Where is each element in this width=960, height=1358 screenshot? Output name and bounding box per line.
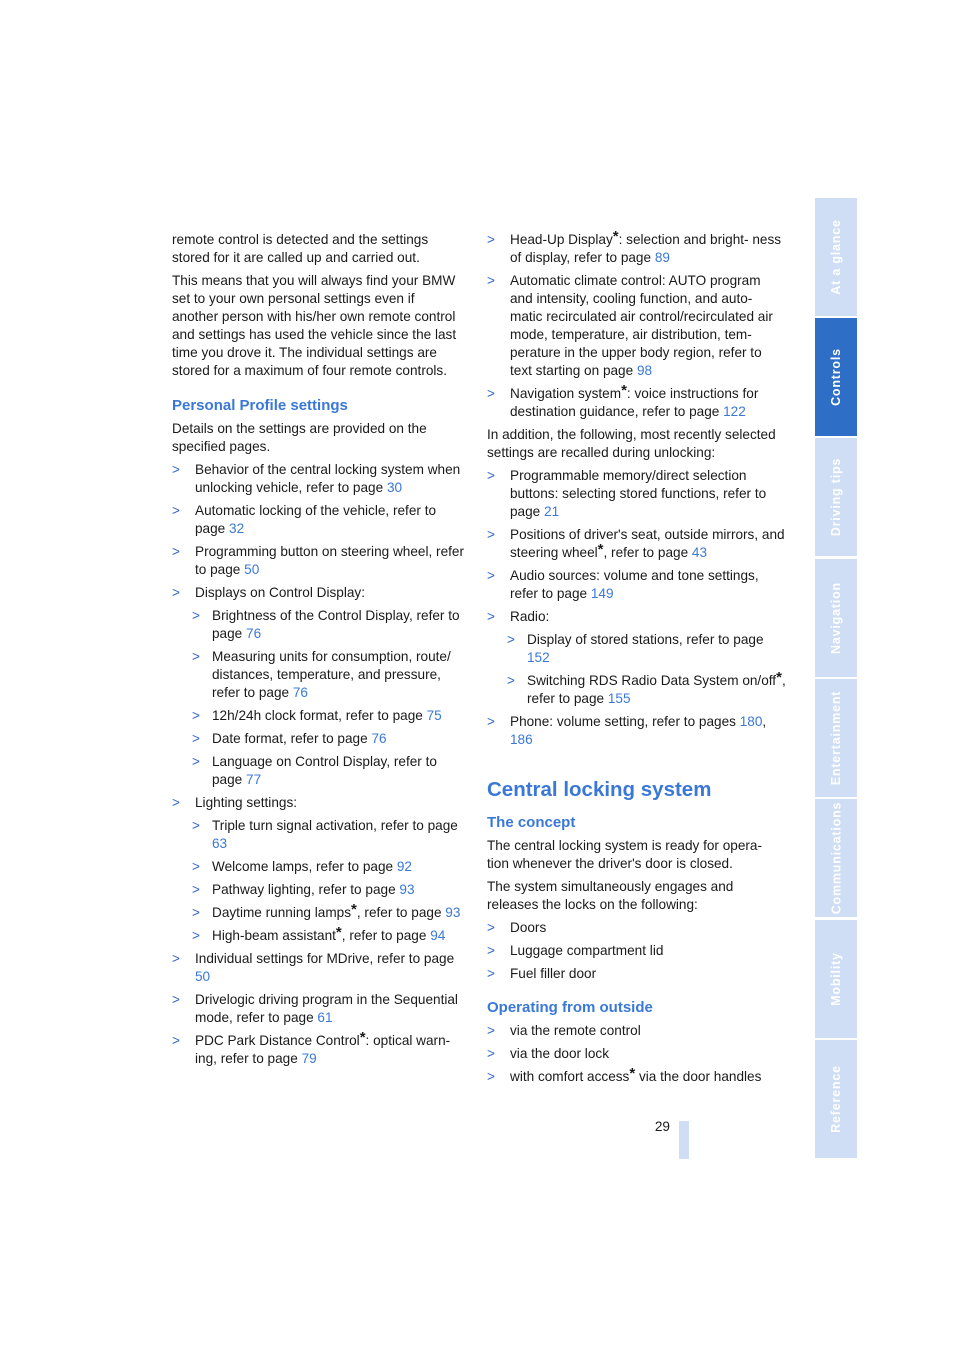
list-item [487, 567, 787, 603]
sub-list-item [192, 707, 464, 725]
tab-label: Driving tips [829, 457, 844, 537]
page-marker-bar [679, 1121, 689, 1159]
bullet-icon: > [172, 1033, 180, 1048]
paragraph: In addition, the following, most recently selected settings are recalled during unlocking: [487, 427, 776, 460]
list-item [172, 1029, 464, 1068]
page-link[interactable]: 94 [430, 928, 446, 943]
list-item-text: Pathway lighting, refer to page [212, 882, 400, 897]
list-item-text: High-beam assistant [212, 928, 336, 943]
page-link[interactable]: 30 [386, 480, 403, 495]
tab-navigation[interactable] [815, 559, 857, 677]
page-link[interactable]: 122 [723, 404, 746, 419]
list-item-text: : selection and bright- ness of display, refer to page [510, 232, 782, 265]
bullet-icon: > [192, 928, 200, 943]
bullet-icon: > [487, 273, 495, 288]
option-star-icon: * [629, 1065, 636, 1082]
list-item-text: Fuel filler door [510, 966, 597, 981]
list-item-text: via the remote control [510, 1023, 641, 1038]
tab-label: Controls [829, 348, 844, 406]
list-item [487, 713, 787, 749]
sub-list-item [507, 631, 787, 667]
list-item-text: via the door lock [510, 1046, 609, 1061]
page-link[interactable]: 180 [739, 714, 763, 729]
section-tabs [815, 198, 857, 1160]
page-link[interactable]: 98 [636, 363, 653, 378]
page-link[interactable]: 77 [246, 772, 262, 787]
sub-list-item [192, 901, 464, 922]
bullet-icon: > [192, 882, 200, 897]
list-item-text: Switching RDS Radio Data System on/off [527, 673, 777, 688]
list-item [487, 228, 787, 267]
option-star-icon: * [351, 901, 357, 918]
list-item [487, 1022, 787, 1040]
tab-label: Mobility [829, 952, 843, 1006]
list-item-text: Language on Control Display, refer to page [212, 754, 437, 787]
bullet-icon: > [487, 1069, 495, 1084]
bullet-icon: > [192, 818, 200, 833]
page-link[interactable]: 93 [399, 882, 415, 897]
list-item-text: via the door handles [635, 1069, 762, 1084]
tab-label: Reference [829, 1065, 843, 1133]
paragraph: The system simultaneously engages and releases the locks on the following: [487, 879, 734, 912]
list-item-text: , refer to page [527, 673, 786, 706]
list-item [487, 526, 787, 562]
bullet-icon: > [487, 1046, 495, 1061]
list-item-text: , refer to page [341, 928, 431, 943]
list-item-text: Radio: [510, 609, 550, 624]
page-link[interactable]: 75 [426, 708, 442, 723]
list-item-text: Head-Up Display [510, 232, 613, 247]
sub-list [172, 607, 464, 789]
bullet-icon: > [172, 951, 180, 966]
page-link[interactable]: 186 [510, 732, 533, 747]
bullet-icon: > [487, 527, 495, 542]
bullet-icon: > [192, 708, 200, 723]
bullet-icon: > [487, 468, 495, 483]
tab-controls[interactable] [815, 318, 857, 436]
section-heading: Operating from outside [487, 999, 653, 1016]
page-link[interactable]: 43 [691, 545, 708, 560]
list-item [172, 991, 464, 1027]
list-item-text: Audio sources: volume and tone settings, refer to page [510, 568, 759, 601]
list-item [487, 382, 787, 421]
bullet-icon: > [487, 966, 495, 981]
list-item [172, 461, 464, 497]
paragraph: remote control is detected and the settings stored for it are called up and carried out. [172, 232, 429, 265]
section-heading: The concept [487, 814, 576, 831]
separator: , [762, 714, 767, 729]
bullet-icon: > [487, 1023, 495, 1038]
tab-label: Navigation [829, 582, 843, 654]
list-item-text: , refer to page [356, 905, 446, 920]
sub-list-item [507, 669, 787, 708]
list-item [487, 467, 787, 521]
list-item-text: Daytime running lamps [212, 905, 352, 920]
bullet-icon: > [172, 585, 180, 600]
bullet-icon: > [172, 992, 180, 1007]
list-item-text: Drivelogic driving program in the Sequential mode, refer to page [195, 992, 458, 1025]
page-link[interactable]: 89 [654, 250, 670, 265]
option-star-icon: * [335, 924, 342, 941]
list-item [172, 543, 464, 579]
option-star-icon: * [621, 382, 627, 399]
tab-mobility[interactable] [815, 920, 857, 1038]
paragraph: This means that you will always find your BMW set to your own personal settings even if another person with his/her own remote control and settings has used the vehicle since the last time you drove it. The individual settings are stored for a maximum of four remote controls. [172, 273, 457, 378]
sub-list [487, 631, 787, 708]
tab-driving-tips[interactable] [815, 438, 857, 556]
page-link[interactable]: 93 [445, 905, 461, 920]
sub-list-item [192, 858, 464, 876]
tab-reference[interactable] [815, 1040, 857, 1158]
bullet-icon: > [172, 544, 180, 559]
bullet-icon: > [192, 608, 200, 623]
sub-list-item [192, 881, 464, 899]
bullet-icon: > [172, 503, 180, 518]
page-link[interactable]: 79 [301, 1051, 317, 1066]
bullet-icon: > [487, 920, 495, 935]
page-link[interactable]: 21 [544, 504, 560, 519]
bullet-icon: > [487, 609, 495, 624]
list-item-text: with comfort access [510, 1069, 630, 1084]
list-item-text: Individual settings for MDrive, refer to page [195, 951, 455, 966]
list-item-text: Lighting settings: [195, 795, 298, 810]
list-item-text: 12h/24h clock format, refer to page [212, 708, 427, 723]
list-item [487, 272, 787, 380]
page-link[interactable]: 50 [195, 969, 211, 984]
list-item-text: Behavior of the central locking system when unlocking vehicle, refer to page [195, 462, 461, 495]
page-link[interactable]: 50 [244, 562, 260, 577]
page-link[interactable]: 149 [590, 586, 614, 601]
page-link[interactable]: 63 [212, 836, 228, 851]
bullet-icon: > [487, 943, 495, 958]
sub-list-item [192, 730, 464, 748]
sub-list-item [192, 817, 464, 853]
page-link[interactable]: 61 [317, 1010, 333, 1025]
page-link[interactable]: 76 [292, 685, 308, 700]
list-item [487, 1045, 787, 1063]
section-heading: Personal Profile settings [172, 397, 348, 414]
bullet-icon: > [487, 568, 495, 583]
list-item [172, 950, 464, 986]
option-star-icon: * [359, 1029, 366, 1046]
list-item [172, 584, 464, 789]
option-star-icon: * [776, 669, 782, 686]
list-item [487, 942, 787, 960]
list-item-text: Automatic locking of the vehicle, refer to page [195, 503, 437, 536]
page-link[interactable]: 92 [396, 859, 412, 874]
bullet-icon: > [172, 795, 180, 810]
sub-list-item [192, 753, 464, 789]
list-item [487, 608, 787, 708]
bullet-icon: > [172, 462, 180, 477]
tab-label: Entertainment [829, 690, 844, 786]
list-item-text: , refer to page [603, 545, 692, 560]
list-item-text: Brightness of the Control Display, refer to page [212, 608, 460, 641]
sub-list-item [192, 607, 464, 643]
list-item [487, 965, 787, 983]
option-star-icon: * [597, 541, 604, 558]
tab-entertainment[interactable] [815, 679, 857, 797]
page-link[interactable]: 32 [229, 521, 245, 536]
chapter-heading: Central locking system [487, 778, 712, 801]
list-item-text: Date format, refer to page [212, 731, 372, 746]
page-link[interactable]: 152 [527, 650, 550, 665]
list-item-text: : voice instructions for destination guidance, refer to page [510, 386, 759, 419]
list-item-text: Welcome lamps, refer to page [212, 859, 397, 874]
list-item-text: Navigation system [510, 386, 622, 401]
page-link[interactable]: 76 [371, 731, 387, 746]
tab-communications[interactable] [815, 799, 857, 917]
tab-label: Communications [829, 801, 844, 915]
list-item-text: Measuring units for consumption, route/ distances, temperature, and pressure, refer to page [212, 649, 451, 700]
list-item-text: Programming button on steering wheel, refer to page [195, 544, 464, 577]
bullet-icon: > [192, 731, 200, 746]
tab-at-a-glance[interactable] [815, 198, 857, 316]
list-item-text: Displays on Control Display: [195, 585, 365, 600]
list-item-text: Luggage compartment lid [510, 943, 664, 958]
bullet-icon: > [487, 386, 495, 401]
bullet-icon: > [192, 905, 200, 920]
right-column [487, 228, 787, 1091]
list-item-text: Programmable memory/direct selection buttons: selecting stored functions, refer to page [510, 468, 767, 519]
bullet-icon: > [192, 754, 200, 769]
list-item-text: PDC Park Distance Control [195, 1033, 360, 1048]
bullet-icon: > [487, 714, 495, 729]
list-item-text: : optical warn- ing, refer to page [195, 1033, 451, 1066]
left-column [172, 231, 464, 1073]
page-link[interactable]: 76 [246, 626, 262, 641]
list-item-text: Positions of driver's seat, outside mirrors, and steering wheel [510, 527, 785, 560]
list-item [172, 794, 464, 945]
bullet-icon: > [507, 632, 515, 647]
list-item [487, 919, 787, 937]
bullet-icon: > [192, 649, 200, 664]
paragraph: Details on the settings are provided on the specified pages. [172, 421, 427, 454]
sub-list [172, 817, 464, 945]
option-star-icon: * [612, 228, 619, 245]
list-item-text: Display of stored stations, refer to page [527, 632, 764, 647]
page-number: 29 [654, 1119, 670, 1134]
paragraph: The central locking system is ready for opera- tion whenever the driver's door is closed. [487, 838, 763, 871]
tab-label: At a glance [829, 219, 843, 295]
list-item [172, 502, 464, 538]
bullet-icon: > [192, 859, 200, 874]
list-item-text: Triple turn signal activation, refer to page [212, 818, 458, 833]
sub-list-item [192, 648, 464, 702]
list-item-text: Phone: volume setting, refer to pages [510, 714, 740, 729]
page-link[interactable]: 155 [607, 691, 631, 706]
list-item-text: Doors [510, 920, 547, 935]
bullet-icon: > [507, 673, 515, 688]
bullet-icon: > [487, 232, 495, 247]
sub-list-item [192, 924, 464, 945]
list-item [487, 1065, 787, 1086]
list-item-text: Automatic climate control: AUTO program and intensity, cooling function, and auto- matic recirculated air control/recirculated air mode, temperature, air distribution, tem- perature in the upper body region, refer to text starting on page [510, 273, 773, 378]
